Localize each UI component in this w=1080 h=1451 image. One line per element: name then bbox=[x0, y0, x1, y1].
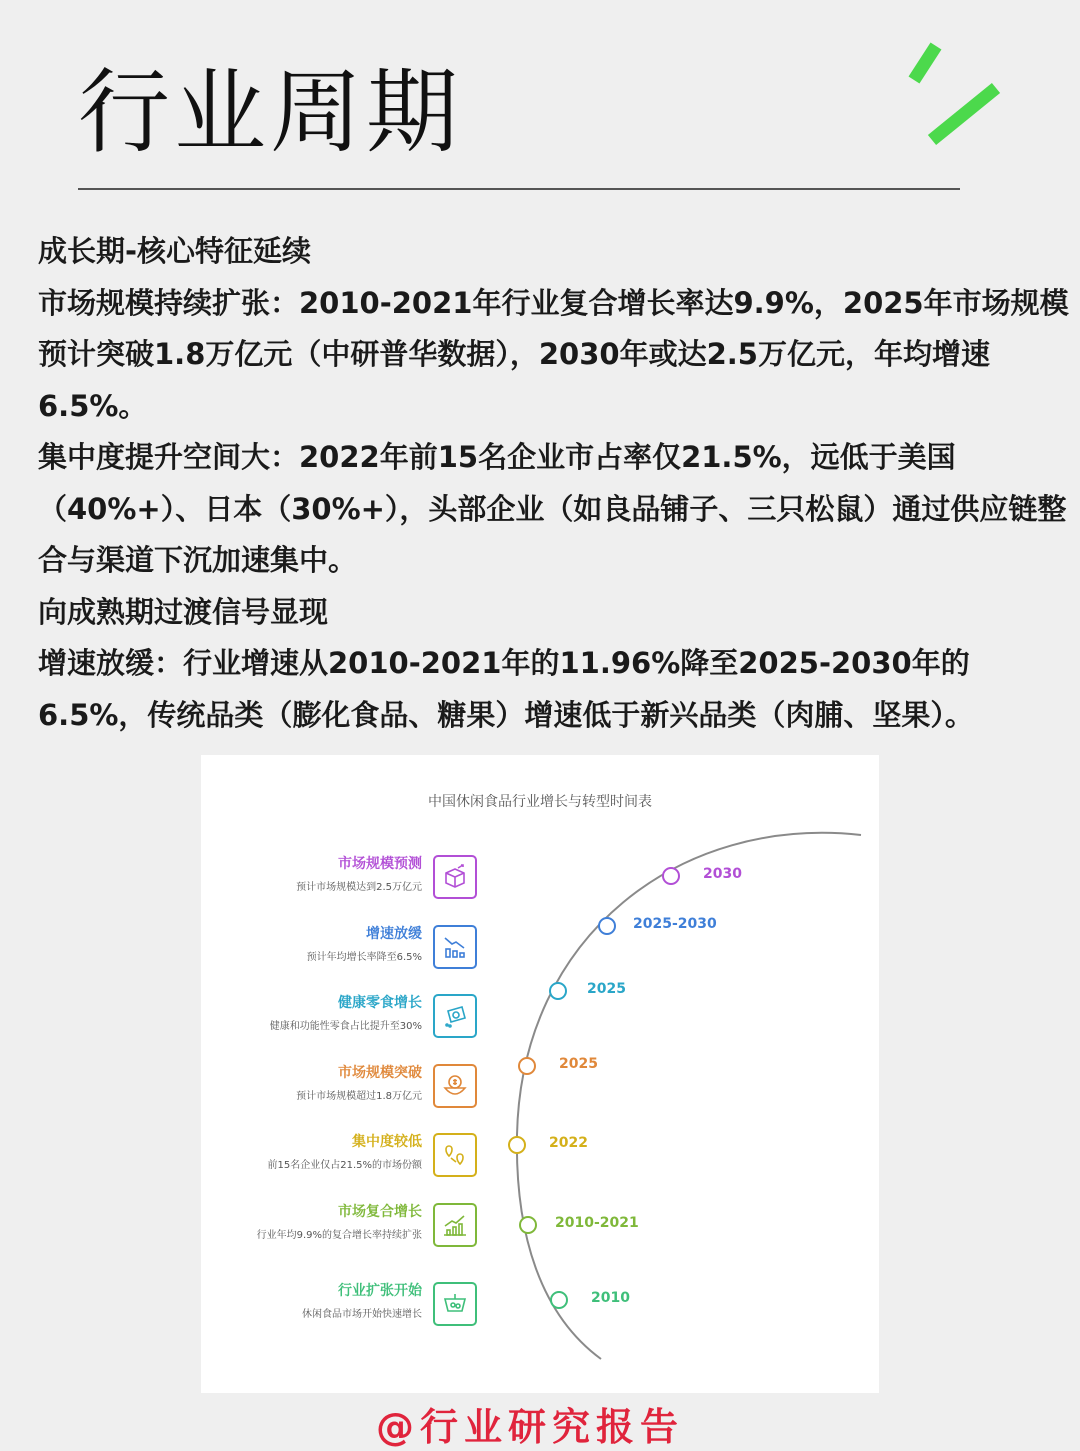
title-divider bbox=[78, 188, 960, 190]
timeline-item-desc: 行业年均9.9%的复合增长率持续扩张 bbox=[256, 1230, 422, 1241]
timeline-year-label: 2030 bbox=[703, 866, 742, 882]
paragraph: 集中度提升空间大：2022年前15名企业市占率仅21.5%，远低于美国（40%+）、日本（30%+），头部企业（如良品铺子、三只松鼠）通过供应链整合与渠道下沉加速集中。 bbox=[38, 440, 1067, 577]
timeline-item-title: 集中度较低 bbox=[352, 1134, 422, 1150]
timeline-item-title: 健康零食增长 bbox=[338, 995, 422, 1011]
page-title: 行业周期 bbox=[78, 59, 463, 166]
timeline-node bbox=[519, 1216, 537, 1234]
timeline-item-title: 市场规模预测 bbox=[338, 856, 422, 872]
timeline-item bbox=[222, 994, 422, 1034]
timeline-year-label: 2010-2021 bbox=[555, 1215, 639, 1231]
section-heading: 成长期-核心特征延续 bbox=[38, 234, 312, 268]
paragraph: 市场规模持续扩张：2010-2021年行业复合增长率达9.9%，2025年市场规模预计突破1.8万亿元（中研普华数据），2030年或达2.5万亿元，年均增速6.5%。 bbox=[38, 285, 1069, 423]
timeline-year-label: 2025 bbox=[559, 1056, 598, 1072]
timeline-year-label: 2025-2030 bbox=[633, 916, 717, 932]
timeline-item-desc: 休闲食品市场开始快速增长 bbox=[302, 1309, 422, 1320]
timeline-node bbox=[662, 867, 680, 885]
timeline-year-label: 2010 bbox=[591, 1290, 630, 1306]
slash-decoration-icon bbox=[900, 40, 1010, 150]
rising-chart-icon bbox=[433, 1203, 477, 1247]
body-text bbox=[38, 226, 1078, 741]
timeline-item bbox=[222, 1133, 422, 1173]
timeline-figure bbox=[201, 755, 879, 1393]
figure-title: 中国休闲食品行业增长与转型时间表 bbox=[428, 794, 652, 810]
timeline-item-desc: 前15名企业仅占21.5%的市场份额 bbox=[267, 1160, 422, 1171]
timeline-item-desc: 预计年均增长率降至6.5% bbox=[306, 952, 422, 963]
timeline-item bbox=[222, 1282, 422, 1322]
timeline-node bbox=[508, 1136, 526, 1154]
timeline-item-title: 市场复合增长 bbox=[338, 1204, 422, 1220]
timeline-item bbox=[222, 855, 422, 895]
timeline-item-title: 市场规模突破 bbox=[338, 1065, 422, 1081]
timeline-node bbox=[550, 1291, 568, 1309]
timeline-item-desc: 预计市场规模达到2.5万亿元 bbox=[296, 882, 422, 893]
section-heading: 向成熟期过渡信号显现 bbox=[38, 594, 329, 629]
timeline-year-label: 2022 bbox=[549, 1135, 588, 1151]
health-snack-icon bbox=[433, 994, 477, 1038]
package-icon bbox=[433, 855, 477, 899]
timeline-item bbox=[222, 1203, 422, 1243]
timeline-item-desc: 预计市场规模超过1.8万亿元 bbox=[296, 1091, 422, 1102]
footer-attribution: @行业研究报告 bbox=[375, 1405, 684, 1449]
declining-chart-icon bbox=[433, 925, 477, 969]
timeline-year-label: 2025 bbox=[587, 981, 626, 997]
timeline-item bbox=[222, 925, 422, 965]
basket-icon bbox=[433, 1282, 477, 1326]
timeline-item bbox=[222, 1064, 422, 1104]
timeline-node bbox=[549, 982, 567, 1000]
timeline-item-title: 增速放缓 bbox=[366, 926, 422, 942]
paragraph: 增速放缓：行业增速从2010-2021年的11.96%降至2025-2030年的6.5%，传统品类（膨化食品、糖果）增速低于新兴品类（肉脯、坚果）。 bbox=[38, 646, 974, 732]
timeline-item-title: 行业扩张开始 bbox=[338, 1283, 422, 1299]
money-bowl-icon bbox=[433, 1064, 477, 1108]
map-pin-icon bbox=[433, 1133, 477, 1177]
timeline-node bbox=[518, 1057, 536, 1075]
timeline-item-desc: 健康和功能性零食占比提升至30% bbox=[269, 1021, 422, 1032]
timeline-node bbox=[598, 917, 616, 935]
